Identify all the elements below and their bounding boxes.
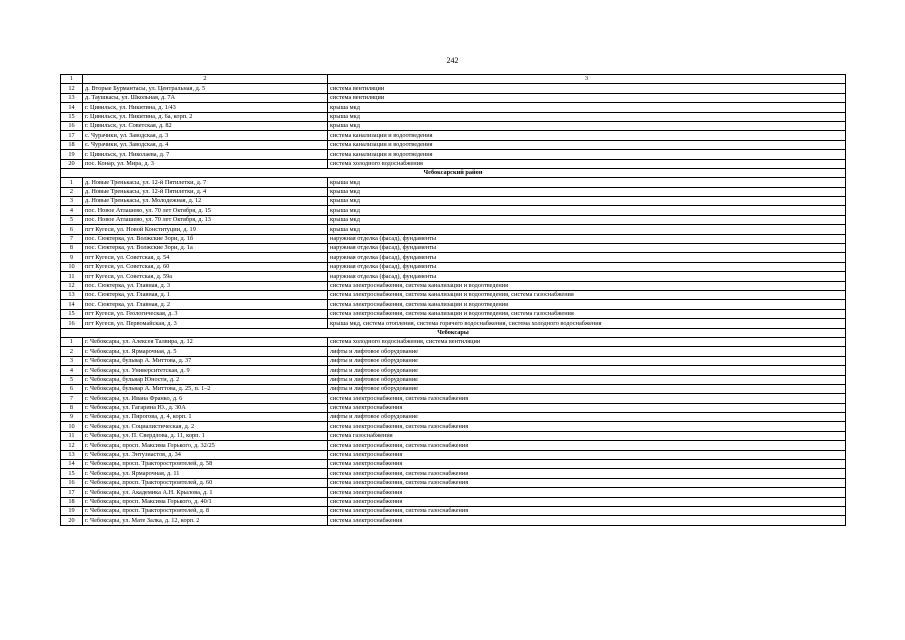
address-cell: г. Чебоксары, ул. Ярмарочная, д. 11 xyxy=(83,469,328,478)
row-number-cell: 4 xyxy=(61,366,83,375)
address-cell: д. Новые Тренькасы, ул. 12-й Пятилетки, д. 7 xyxy=(83,178,328,187)
row-number-cell: 14 xyxy=(61,300,83,309)
work-type-cell: наружная отделка (фасад), фундаменты xyxy=(328,253,846,262)
table-row xyxy=(61,375,846,384)
table-row xyxy=(61,159,846,168)
column-header-1: 1 xyxy=(61,75,83,84)
work-type-cell: система холодного водоснабжения, система вентиляции xyxy=(328,337,846,346)
table-row xyxy=(61,422,846,431)
table-row xyxy=(61,206,846,215)
table-row xyxy=(61,516,846,525)
row-number-cell: 8 xyxy=(61,403,83,412)
address-cell: г. Чебоксары, бульвар Юности, д. 2 xyxy=(83,375,328,384)
address-cell: г. Чебоксары, ул. Пирогова, д. 4, корп. 1 xyxy=(83,413,328,422)
work-type-cell: лифты и лифтовое оборудование xyxy=(328,375,846,384)
address-cell: г. Чебоксары, ул. Ивана Франко, д. 6 xyxy=(83,394,328,403)
table-row xyxy=(61,225,846,234)
table-row xyxy=(61,244,846,253)
address-cell: пос. Новое Атлашево, ул. 70 лет Октября, д. 15 xyxy=(83,206,328,215)
row-number-cell: 20 xyxy=(61,159,83,168)
address-cell: г. Чебоксары, ул. Ярмарочная, д. 5 xyxy=(83,347,328,356)
work-type-cell: система электроснабжения, система газоснабжения xyxy=(328,506,846,515)
table-row xyxy=(61,347,846,356)
work-type-cell: система электроснабжения, система канализации и водоотведения, система газоснабжения xyxy=(328,290,846,299)
row-number-cell: 16 xyxy=(61,478,83,487)
address-cell: г. Чебоксары, ул. Университетская, д. 9 xyxy=(83,366,328,375)
table-row xyxy=(61,93,846,102)
table-row xyxy=(61,384,846,393)
table-row xyxy=(61,337,846,346)
work-type-cell: крыша мкд xyxy=(328,215,846,224)
row-number-cell: 3 xyxy=(61,356,83,365)
table-row xyxy=(61,469,846,478)
table-row xyxy=(61,366,846,375)
row-number-cell: 11 xyxy=(61,272,83,281)
table-row xyxy=(61,281,846,290)
work-type-cell: наружная отделка (фасад), фундаменты xyxy=(328,244,846,253)
work-type-cell: наружная отделка (фасад), фундаменты xyxy=(328,234,846,243)
address-cell: г. Цивильск, ул. Никитина, д. 6а, корп. 2 xyxy=(83,112,328,121)
table-row xyxy=(61,460,846,469)
row-number-cell: 15 xyxy=(61,469,83,478)
address-cell: д. Вторые Бурмантасы, ул. Центральная, д. 5 xyxy=(83,84,328,93)
column-header-2: 2 xyxy=(83,75,328,84)
address-cell: г. Чебоксары, ул. Социалистическая, д. 2 xyxy=(83,422,328,431)
table-row xyxy=(61,103,846,112)
work-type-cell: крыша мкд xyxy=(328,225,846,234)
address-cell: д. Новые Тренькасы, ул. Молодежная, д. 12 xyxy=(83,197,328,206)
address-cell: г. Чебоксары, просп. Тракторостроителей, д. 60 xyxy=(83,478,328,487)
address-cell: пгт Кугеси, ул. Советская, д. 60 xyxy=(83,262,328,271)
work-type-cell: лифты и лифтовое оборудование xyxy=(328,356,846,365)
table-row xyxy=(61,450,846,459)
row-number-cell: 9 xyxy=(61,413,83,422)
row-number-cell: 14 xyxy=(61,103,83,112)
work-type-cell: система электроснабжения xyxy=(328,403,846,412)
section-heading-row xyxy=(61,328,846,337)
address-cell: г. Чебоксары, просп. Максима Горького, д. 40/1 xyxy=(83,497,328,506)
table-row xyxy=(61,197,846,206)
row-number-cell: 18 xyxy=(61,497,83,506)
address-cell: г. Чебоксары, ул. Мате Залка, д. 12, корп. 2 xyxy=(83,516,328,525)
table-row xyxy=(61,290,846,299)
address-cell: г. Чебоксары, ул. П. Свердлова, д. 11, корп. 1 xyxy=(83,431,328,440)
table-body xyxy=(61,75,846,526)
address-cell: пгт Кугеси, ул. Советская, д. 59а xyxy=(83,272,328,281)
table-row xyxy=(61,140,846,149)
row-number-cell: 19 xyxy=(61,150,83,159)
work-type-cell: наружная отделка (фасад), фундаменты xyxy=(328,272,846,281)
address-cell: г. Чебоксары, ул. Алексея Талвира, д. 12 xyxy=(83,337,328,346)
table-row xyxy=(61,234,846,243)
work-type-cell: крыша мкд xyxy=(328,112,846,121)
row-number-cell: 19 xyxy=(61,506,83,515)
table-row xyxy=(61,309,846,318)
row-number-cell: 15 xyxy=(61,112,83,121)
table-row xyxy=(61,112,846,121)
table-row xyxy=(61,300,846,309)
table-row xyxy=(61,272,846,281)
row-number-cell: 5 xyxy=(61,215,83,224)
address-cell: г. Чебоксары, просп. Тракторостроителей, д. 58 xyxy=(83,460,328,469)
table-row xyxy=(61,319,846,328)
row-number-cell: 5 xyxy=(61,375,83,384)
work-type-cell: крыша мкд xyxy=(328,197,846,206)
table-row xyxy=(61,394,846,403)
row-number-cell: 12 xyxy=(61,281,83,290)
row-number-cell: 7 xyxy=(61,394,83,403)
table-row xyxy=(61,178,846,187)
table-row xyxy=(61,187,846,196)
address-cell: пгт Кугеси, ул. Советская, д. 54 xyxy=(83,253,328,262)
table-row xyxy=(61,478,846,487)
address-cell: г. Цивильск, ул. Николаева, д. 7 xyxy=(83,150,328,159)
work-type-cell: система электроснабжения, система канализации и водоотведения xyxy=(328,300,846,309)
work-type-cell: система канализации и водоотведения xyxy=(328,140,846,149)
work-type-cell: крыша мкд xyxy=(328,187,846,196)
address-cell: г. Чебоксары, ул. Академика А.Н. Крылова, д. 1 xyxy=(83,488,328,497)
work-type-cell: система электроснабжения, система канализации и водоотведения, система газоснабжения xyxy=(328,309,846,318)
work-type-cell: крыша мкд xyxy=(328,121,846,130)
table-row xyxy=(61,356,846,365)
table-row xyxy=(61,413,846,422)
row-number-cell: 18 xyxy=(61,140,83,149)
address-cell: г. Чебоксары, ул. Энтузиастов, д. 34 xyxy=(83,450,328,459)
section-heading: Чебоксары xyxy=(61,328,846,337)
address-cell: г. Чебоксары, бульвар А. Миттова, д. 37 xyxy=(83,356,328,365)
address-cell: с. Чурачики, ул. Заводская, д. 4 xyxy=(83,140,328,149)
row-number-cell: 16 xyxy=(61,121,83,130)
table-row xyxy=(61,121,846,130)
address-cell: г. Чебоксары, просп. Максима Горького, д. 32/25 xyxy=(83,441,328,450)
row-number-cell: 13 xyxy=(61,290,83,299)
work-type-cell: система электроснабжения, система газоснабжения xyxy=(328,394,846,403)
row-number-cell: 14 xyxy=(61,460,83,469)
row-number-cell: 12 xyxy=(61,441,83,450)
work-type-cell: система электроснабжения, система газоснабжения xyxy=(328,422,846,431)
work-type-cell: система электроснабжения xyxy=(328,516,846,525)
address-cell: пос. Сюктерка, ул. Волжские Зори, д. 1а xyxy=(83,244,328,253)
address-cell: пос. Конар, ул. Мира, д. 3 xyxy=(83,159,328,168)
row-number-cell: 15 xyxy=(61,309,83,318)
row-number-cell: 12 xyxy=(61,84,83,93)
address-cell: г. Чебоксары, бульвар А. Миттова, д. 25, п. 1–2 xyxy=(83,384,328,393)
work-type-cell: крыша мкд xyxy=(328,206,846,215)
address-cell: пос. Новое Атлашево, ул. 70 лет Октября, д. 13 xyxy=(83,215,328,224)
address-cell: д. Таушкасы, ул. Школьная, д. 7А xyxy=(83,93,328,102)
work-type-cell: лифты и лифтовое оборудование xyxy=(328,347,846,356)
table-row xyxy=(61,131,846,140)
table-row xyxy=(61,150,846,159)
row-number-cell: 13 xyxy=(61,93,83,102)
work-type-cell: крыша мкд, система отопления, система горячего водоснабжения, система холодного водоснабжения xyxy=(328,319,846,328)
table-row xyxy=(61,84,846,93)
work-type-cell: система канализации и водоотведения xyxy=(328,150,846,159)
work-type-cell: система вентиляции xyxy=(328,93,846,102)
work-type-cell: система электроснабжения xyxy=(328,460,846,469)
work-type-cell: система электроснабжения xyxy=(328,497,846,506)
address-cell: пгт Кугеси, ул. Геологическая, д. 3 xyxy=(83,309,328,318)
work-type-cell: система вентиляции xyxy=(328,84,846,93)
work-type-cell: крыша мкд xyxy=(328,178,846,187)
work-type-cell: система холодного водоснабжения xyxy=(328,159,846,168)
work-type-cell: лифты и лифтовое оборудование xyxy=(328,384,846,393)
row-number-cell: 4 xyxy=(61,206,83,215)
address-cell: пос. Сюктерка, ул. Главная, д. 2 xyxy=(83,300,328,309)
work-type-cell: система канализации и водоотведения xyxy=(328,131,846,140)
work-type-cell: система электроснабжения xyxy=(328,488,846,497)
address-cell: г. Цивильск, ул. Никитина, д. 1/43 xyxy=(83,103,328,112)
page-number: 242 xyxy=(446,56,459,65)
work-type-cell: система электроснабжения, система газоснабжения xyxy=(328,441,846,450)
row-number-cell: 11 xyxy=(61,431,83,440)
work-type-cell: система электроснабжения, система газоснабжения xyxy=(328,469,846,478)
address-cell: с. Чурачики, ул. Заводская, д. 3 xyxy=(83,131,328,140)
row-number-cell: 20 xyxy=(61,516,83,525)
row-number-cell: 10 xyxy=(61,262,83,271)
works-table xyxy=(60,74,846,526)
row-number-cell: 7 xyxy=(61,234,83,243)
work-type-cell: система электроснабжения xyxy=(328,450,846,459)
row-number-cell: 10 xyxy=(61,422,83,431)
row-number-cell: 9 xyxy=(61,253,83,262)
address-cell: пгт Кугеси, ул. Новой Конституции, д. 19 xyxy=(83,225,328,234)
table-row xyxy=(61,262,846,271)
table-row xyxy=(61,497,846,506)
section-heading-row xyxy=(61,168,846,177)
work-type-cell: крыша мкд xyxy=(328,103,846,112)
table-row xyxy=(61,441,846,450)
row-number-cell: 2 xyxy=(61,187,83,196)
row-number-cell: 16 xyxy=(61,319,83,328)
row-number-cell: 1 xyxy=(61,178,83,187)
work-type-cell: система электроснабжения, система газоснабжения xyxy=(328,478,846,487)
row-number-cell: 17 xyxy=(61,488,83,497)
address-cell: пгт Кугеси, ул. Первомайская, д. 3 xyxy=(83,319,328,328)
table-row xyxy=(61,506,846,515)
section-heading: Чебоксарский район xyxy=(61,168,846,177)
address-cell: пос. Сюктерка, ул. Главная, д. 3 xyxy=(83,281,328,290)
work-type-cell: лифты и лифтовое оборудование xyxy=(328,366,846,375)
work-type-cell: система электроснабжения, система канализации и водоотведения xyxy=(328,281,846,290)
row-number-cell: 2 xyxy=(61,347,83,356)
table-row xyxy=(61,488,846,497)
column-header-3: 3 xyxy=(328,75,846,84)
work-type-cell: система газоснабжения xyxy=(328,431,846,440)
address-cell: пос. Сюктерка, ул. Главная, д. 1 xyxy=(83,290,328,299)
row-number-cell: 17 xyxy=(61,131,83,140)
work-type-cell: лифты и лифтовое оборудование xyxy=(328,413,846,422)
row-number-cell: 3 xyxy=(61,197,83,206)
table-row xyxy=(61,253,846,262)
table-row xyxy=(61,215,846,224)
table-row xyxy=(61,403,846,412)
address-cell: г. Цивильск, ул. Советская, д. 82 xyxy=(83,121,328,130)
address-cell: г. Чебоксары, ул. Гагарина Ю., д. 30А xyxy=(83,403,328,412)
address-cell: г. Чебоксары, просп. Тракторостроителей, д. 8 xyxy=(83,506,328,515)
work-type-cell: наружная отделка (фасад), фундаменты xyxy=(328,262,846,271)
row-number-cell: 8 xyxy=(61,244,83,253)
row-number-cell: 6 xyxy=(61,384,83,393)
row-number-cell: 6 xyxy=(61,225,83,234)
table-row xyxy=(61,431,846,440)
column-number-row xyxy=(61,75,846,84)
address-cell: пос. Сюктерка, ул. Волжские Зори, д. 1б xyxy=(83,234,328,243)
row-number-cell: 1 xyxy=(61,337,83,346)
row-number-cell: 13 xyxy=(61,450,83,459)
address-cell: д. Новые Тренькасы, ул. 12-й Пятилетки, д. 4 xyxy=(83,187,328,196)
